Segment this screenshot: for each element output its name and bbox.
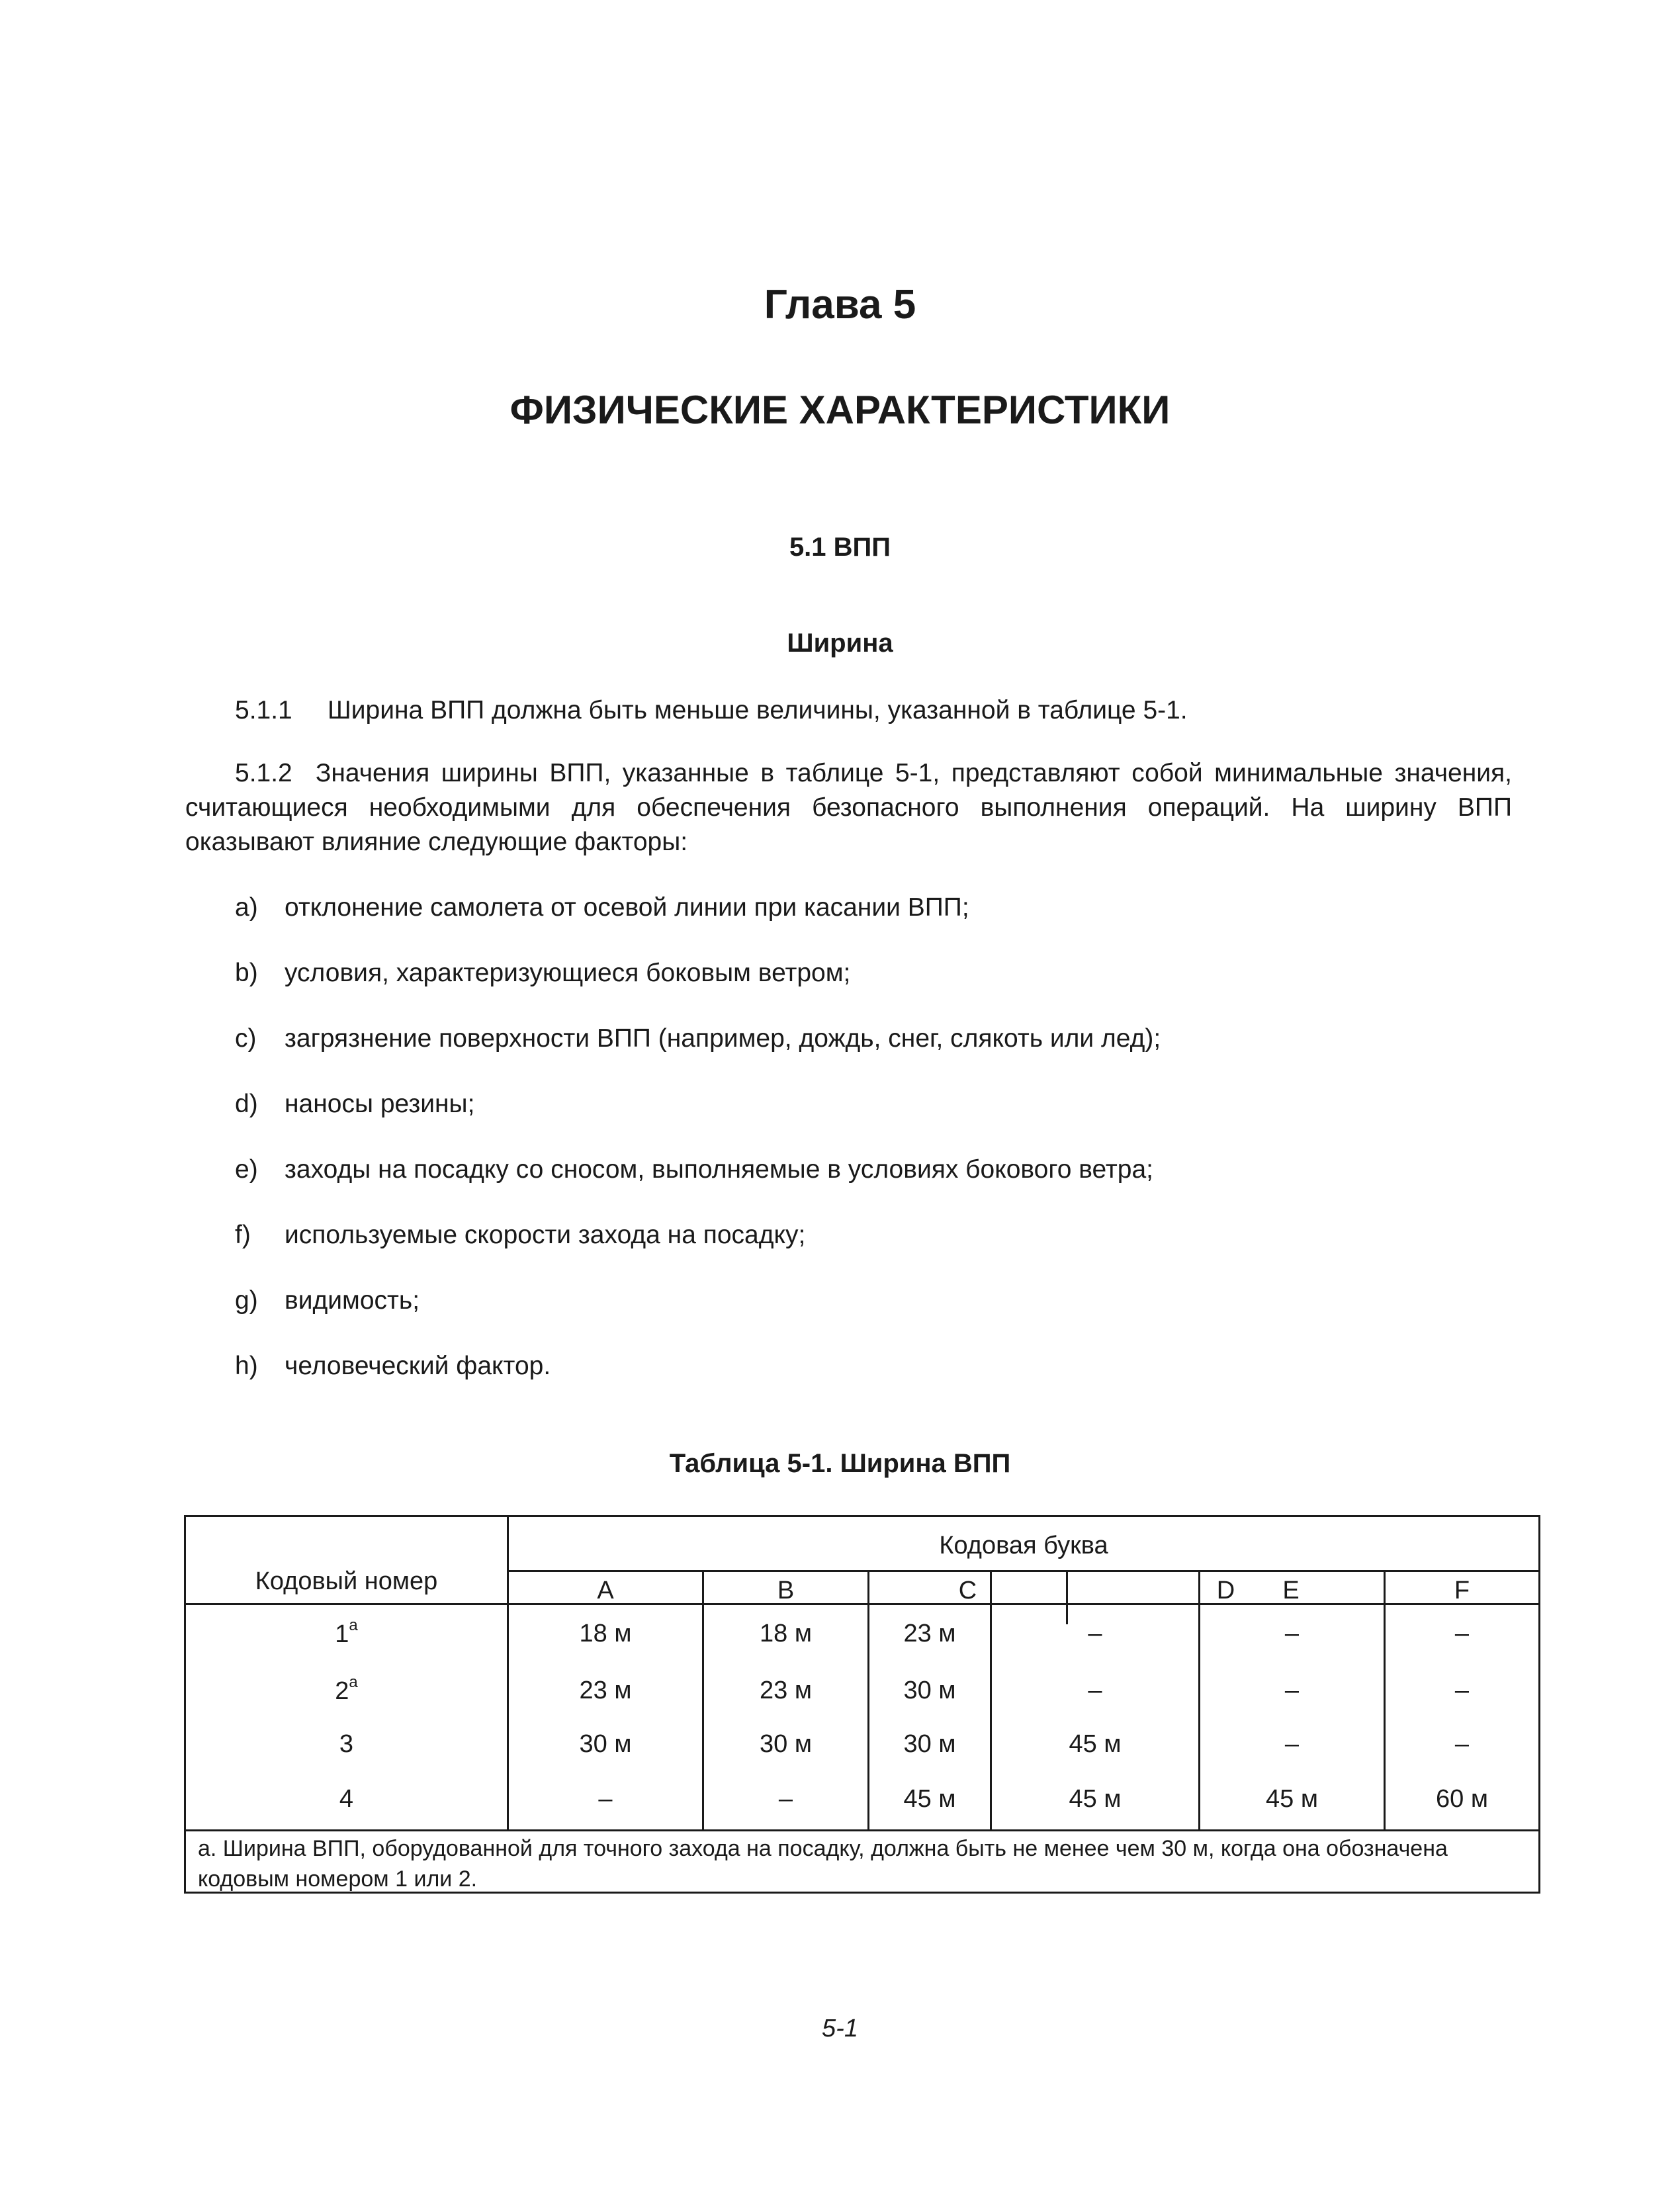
list-marker: f): [235, 1221, 251, 1249]
width-cell: 45 м: [903, 1785, 956, 1813]
width-cell: –: [1284, 1730, 1300, 1758]
list-item: [235, 1090, 474, 1119]
width-cell: –: [1454, 1677, 1470, 1704]
width-cell: 23 м: [760, 1677, 812, 1704]
list-item: [235, 1155, 1153, 1184]
width-cell: 45 м: [1266, 1785, 1318, 1813]
list-item: [235, 1221, 805, 1250]
width-cell: 23 м: [579, 1677, 632, 1704]
list-item: [235, 959, 850, 988]
width-cell: 30 м: [579, 1730, 632, 1758]
list-marker: b): [235, 959, 258, 987]
section-heading: 5.1 ВПП: [789, 533, 891, 562]
list-marker: g): [235, 1286, 258, 1315]
width-cell: –: [1454, 1620, 1470, 1647]
table-divider: [507, 1570, 1540, 1572]
code-number-cell: 4: [339, 1785, 354, 1813]
letter-header-d: D: [1216, 1577, 1235, 1604]
paragraph-number: 5.1.2: [235, 759, 292, 787]
list-text: заходы на посадку со сносом, выполняемые в условиях бокового ветра;: [285, 1155, 1154, 1184]
width-cell: 18 м: [760, 1620, 812, 1647]
letter-header-c: C: [958, 1577, 977, 1604]
table-divider: [186, 1829, 1538, 1831]
table-footnote: a. Ширина ВПП, оборудованной для точного захода на посадку, должна быть не менее чем 30 м, когда она обозначена кодовым номером 1 или 2.: [198, 1836, 1448, 1892]
width-cell: –: [1284, 1677, 1300, 1704]
letter-header-a: A: [597, 1577, 614, 1604]
width-cell: 30 м: [903, 1677, 956, 1704]
list-text: условия, характеризующиеся боковым ветром;: [285, 959, 851, 987]
width-cell: –: [1088, 1677, 1102, 1704]
table-divider: [507, 1517, 509, 1831]
list-marker: h): [235, 1352, 258, 1380]
list-marker: c): [235, 1024, 257, 1053]
paragraph-number: 5.1.1: [235, 696, 292, 724]
paragraph-5-1-2: [185, 756, 1512, 859]
width-cell: 45 м: [1069, 1785, 1122, 1813]
code-number-header: Кодовый номер: [255, 1567, 438, 1595]
letter-header-e: E: [1282, 1577, 1300, 1604]
paragraph-5-1-1: [235, 693, 1188, 728]
list-marker: e): [235, 1155, 258, 1184]
code-number-cell: 2$^a$: [335, 1673, 358, 1705]
width-cell: –: [1088, 1620, 1102, 1647]
list-text: человеческий фактор.: [285, 1352, 551, 1380]
chapter-title: Глава 5: [764, 282, 916, 328]
list-marker: a): [235, 893, 258, 922]
table-caption: Таблица 5-1. Ширина ВПП: [669, 1449, 1011, 1478]
list-marker: d): [235, 1090, 258, 1118]
list-text: наносы резины;: [285, 1090, 475, 1118]
paragraph-text: Значения ширины ВПП, указанные в таблице 5-1, представляют собой минимальные значения, считающиеся необходимыми для обеспечения безопасного выполнения операций. На ширину ВПП оказывают влияние следующие факторы:: [185, 759, 1512, 856]
chapter-subtitle: ФИЗИЧЕСКИЕ ХАРАКТЕРИСТИКИ: [509, 388, 1171, 432]
width-cell: 30 м: [760, 1730, 812, 1758]
letter-header-b: B: [777, 1577, 795, 1604]
code-letter-header: Кодовая буква: [939, 1532, 1108, 1559]
list-item: [235, 1352, 551, 1381]
width-cell: 45 м: [1069, 1730, 1122, 1758]
list-item: [235, 893, 969, 922]
width-cell: 30 м: [903, 1730, 956, 1758]
list-item: [235, 1024, 1161, 1053]
subsection-heading: Ширина: [787, 629, 893, 658]
page-number: 5-1: [822, 2015, 858, 2042]
width-cell: –: [1454, 1730, 1470, 1758]
code-number-cell: 3: [339, 1730, 354, 1758]
list-text: отклонение самолета от осевой линии при касании ВПП;: [285, 893, 969, 922]
list-text: используемые скорости захода на посадку;: [285, 1221, 806, 1249]
list-text: загрязнение поверхности ВПП (например, дождь, снег, слякоть или лед);: [285, 1024, 1161, 1053]
width-cell: –: [598, 1785, 613, 1813]
width-cell: 60 м: [1436, 1785, 1488, 1813]
list-item: [235, 1286, 420, 1315]
letter-header-f: F: [1454, 1577, 1470, 1604]
paragraph-text: Ширина ВПП должна быть меньше величины, указанной в таблице 5-1.: [328, 696, 1188, 724]
code-number-cell: 1$^a$: [335, 1616, 358, 1648]
width-cell: 18 м: [579, 1620, 632, 1647]
list-text: видимость;: [285, 1286, 420, 1315]
width-cell: 23 м: [903, 1620, 956, 1647]
width-cell: –: [778, 1785, 793, 1813]
runway-width-table: [184, 1515, 1540, 1894]
width-cell: –: [1284, 1620, 1300, 1647]
